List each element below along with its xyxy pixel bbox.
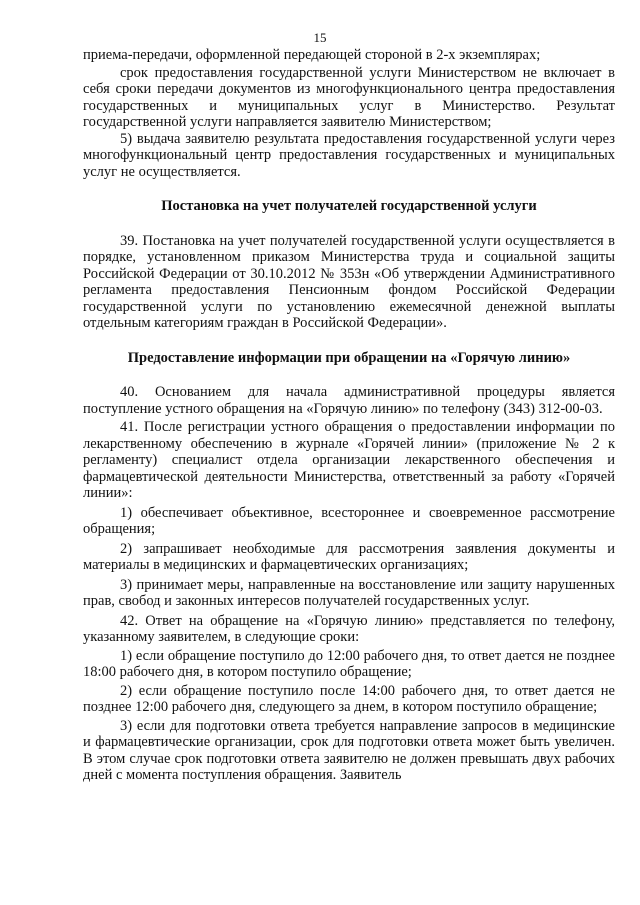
paragraph: 3) принимает меры, направленные на восстановление или защиту нарушенных прав, свобод и законных интересов получателей государственных услуг. <box>83 576 615 609</box>
paragraph: 2) запрашивает необходимые для рассмотрения заявления документы и материалы в медицинских и фармацевтических организациях; <box>83 540 615 573</box>
paragraph: срок предоставления государственной услуги Министерством не включает в себя сроки передачи документов из многофункционального центра предоставления государственных и муниципальных услуг в Министерство. Результат государственной услуги направляется заявителю Министерством; <box>83 64 615 130</box>
paragraph: 39. Постановка на учет получателей государственной услуги осуществляется в порядке, установленном приказом Министерства труда и социальной защиты Российской Федерации от 30.10.2012 № 353н «Об утверждении Административного регламента предоставления Пенсионным фондом Российской Федерации государственной услуги по установлению ежемесячной денежной выплаты отдельным категориям граждан в Российской Федерации». <box>83 232 615 331</box>
paragraph: 42. Ответ на обращение на «Горячую линию» представляется по телефону, указанному заявителем, в следующие сроки: <box>83 612 615 645</box>
paragraph: 1) если обращение поступило до 12:00 рабочего дня, то ответ дается не позднее 18:00 рабочего дня, в котором поступило обращение; <box>83 647 615 680</box>
document-body <box>83 47 615 784</box>
page-number: 15 <box>313 30 327 45</box>
paragraph: 40. Основанием для начала административной процедуры является поступление устного обращения на «Горячую линию» по телефону (343) 312-00-03. <box>83 384 615 417</box>
section-heading: Предоставление информации при обращении на «Горячую линию» <box>127 349 571 366</box>
paragraph: 5) выдача заявителю результата предоставления государственной услуги через многофункциональный центр предоставления государственных и муниципальных услуг не осуществляется. <box>83 130 615 180</box>
paragraph: приема-передачи, оформленной передающей стороной в 2-х экземплярах; <box>83 47 541 63</box>
paragraph: 2) если обращение поступило после 14:00 рабочего дня, то ответ дается не позднее 12:00 рабочего дня, следующего за днем, в котором поступило обращение; <box>83 682 615 715</box>
section-heading: Постановка на учет получателей государственной услуги <box>161 198 537 214</box>
paragraph: 1) обеспечивает объективное, всестороннее и своевременное рассмотрение обращения; <box>83 504 615 537</box>
paragraph: 3) если для подготовки ответа требуется направление запросов в медицинские и фармацевтические организации, срок для подготовки ответа может быть увеличен. В этом случае срок подготовки ответа заявителю не должен превышать двух рабочих дней с момента поступления обращения. Заявитель <box>83 717 615 783</box>
paragraph: 41. После регистрации устного обращения о предоставлении информации по лекарственному обеспечению в журнале «Горячей линии» (приложение № 2 к регламенту) специалист отдела организации лекарственного обеспечения и фармацевтической деятельности Министерства, ответственный за работу «Горячей линии»: <box>83 419 615 501</box>
